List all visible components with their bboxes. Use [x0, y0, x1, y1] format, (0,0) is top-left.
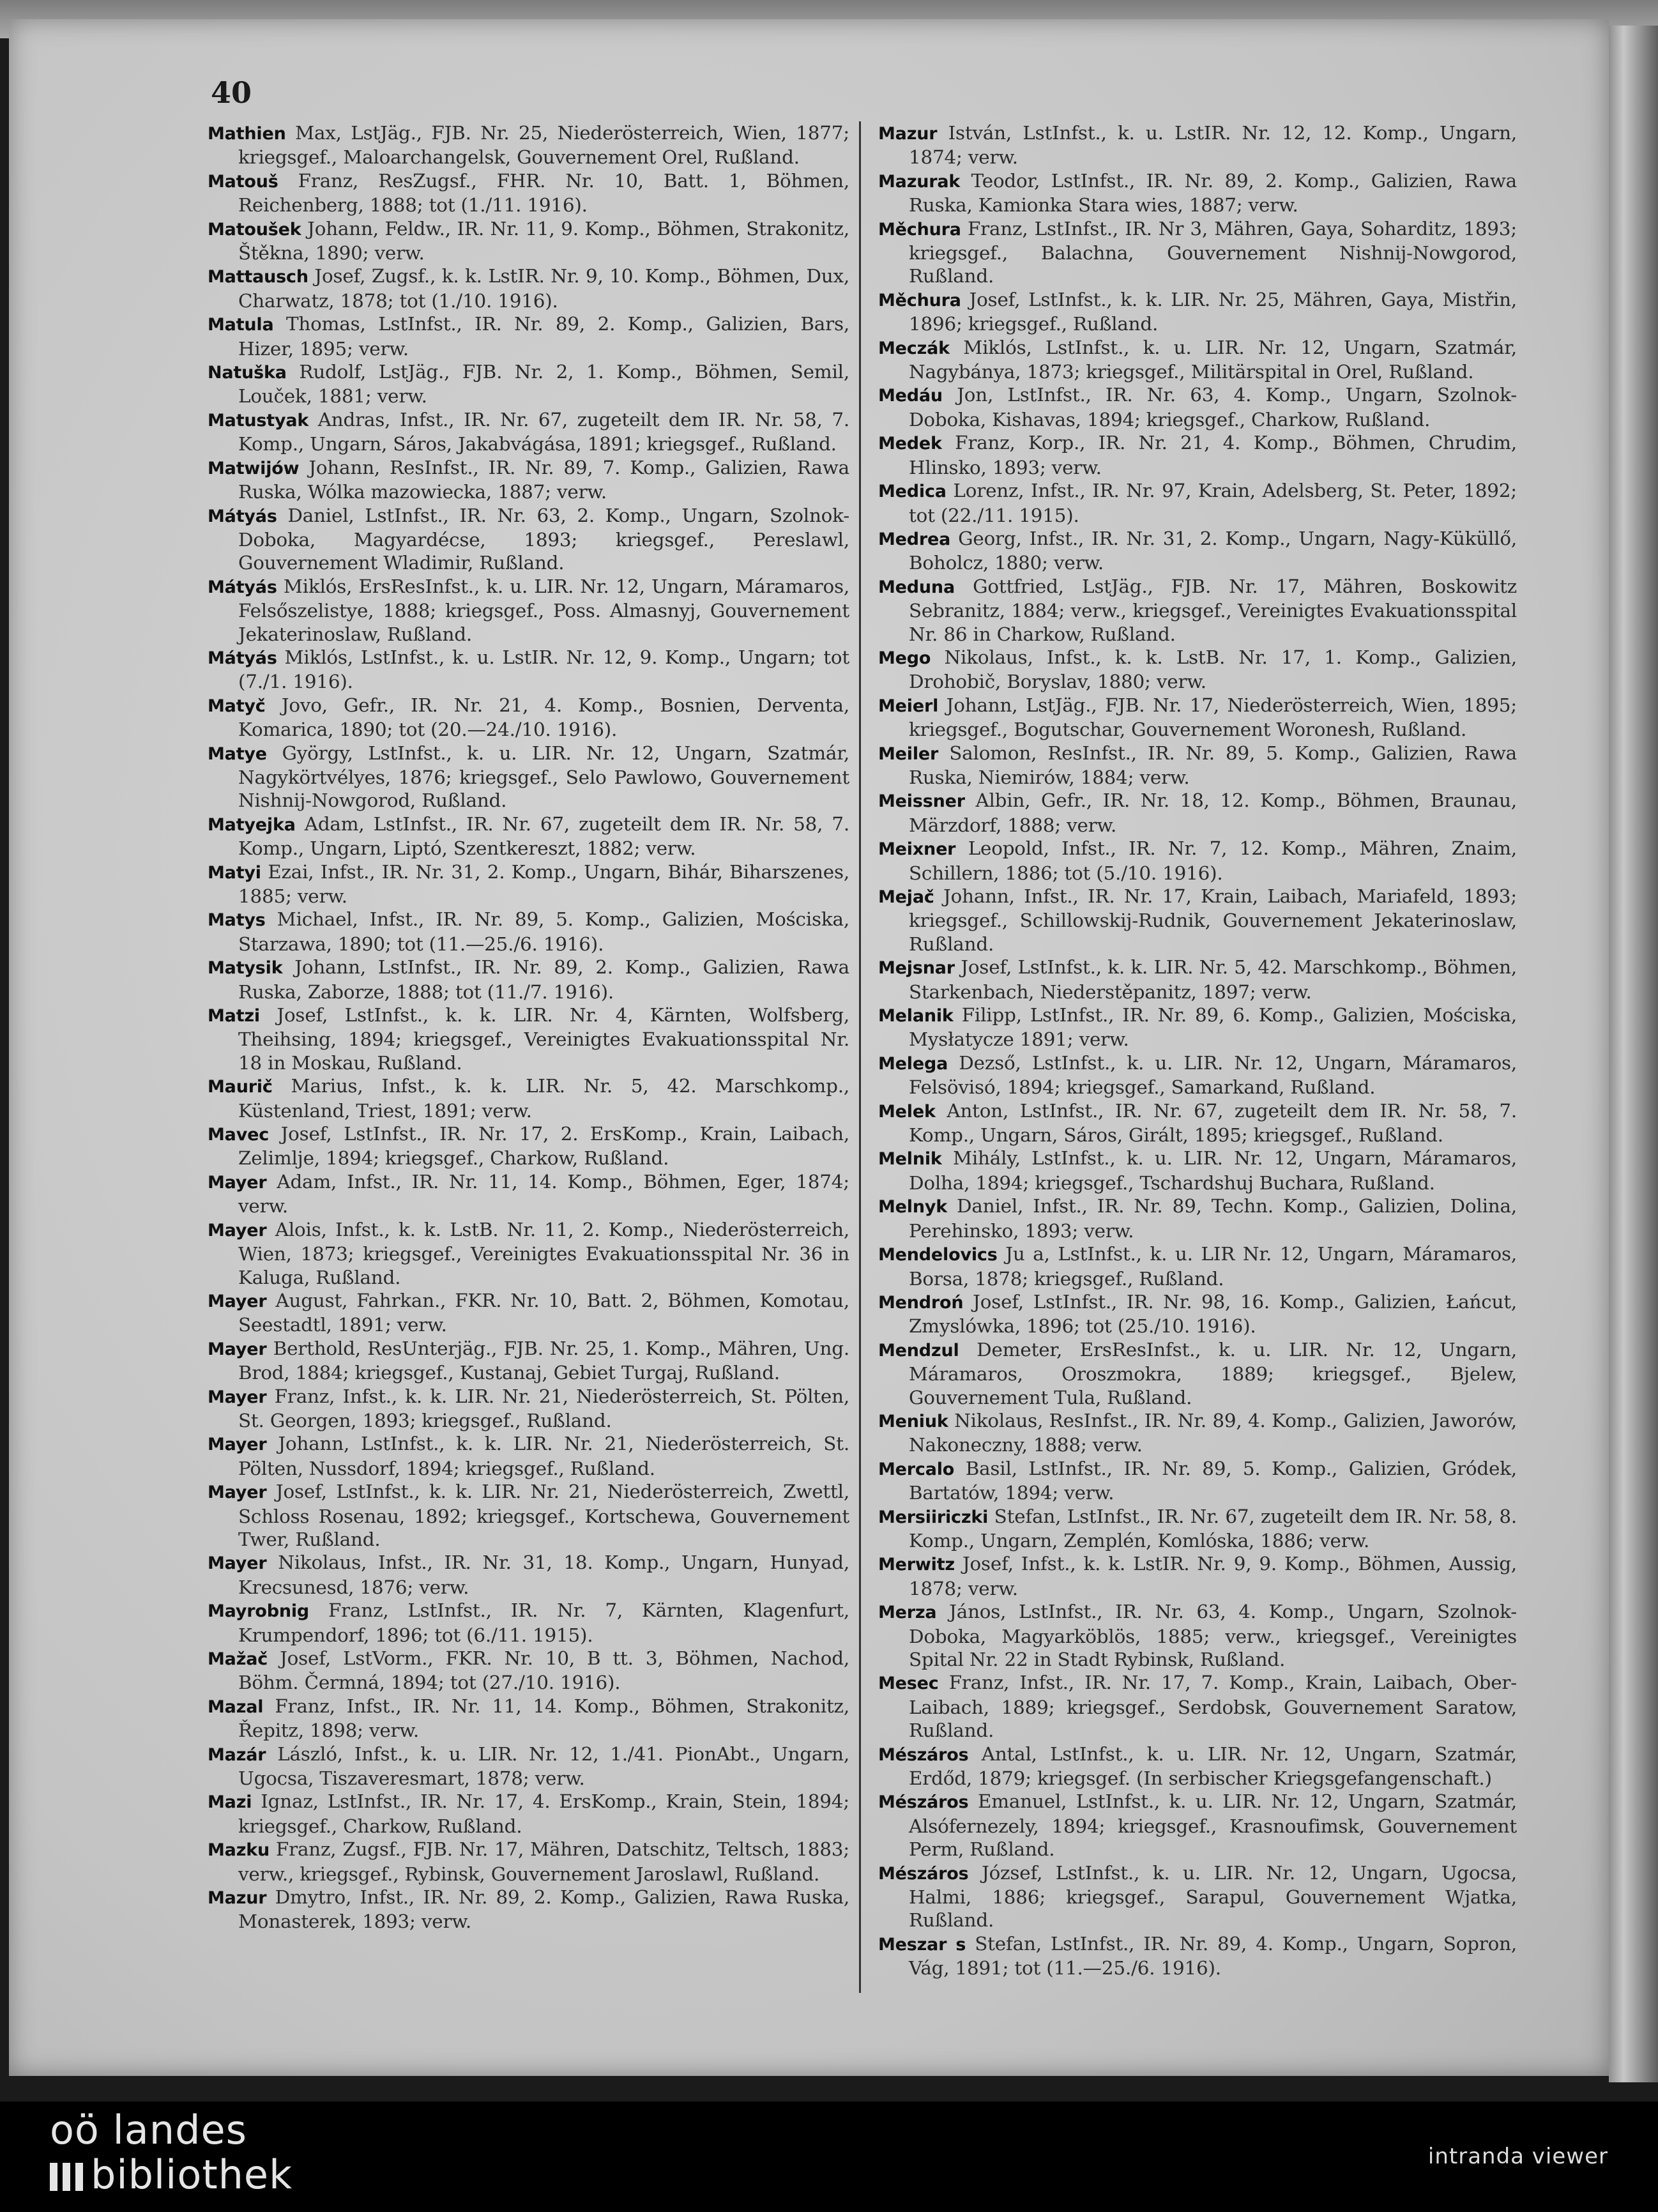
entry-details: Miklós, ErsResInfst., k. u. LIR. Nr. 12, Ungarn, Máramaros, Felsőszelistye, 1888; kriegsgef., Poss. Almasnyj, Gouvernement Jekaterinoslaw, Rußland. — [238, 575, 849, 645]
entry-surname: Mayer — [208, 1220, 267, 1240]
entry-details: Franz, Infst., IR. Nr. 17, 7. Komp., Krain, Laibach, Ober-Laibach, 1889; kriegsgef., Serdobsk, Gouvernement Saratow, Rußland. — [909, 1672, 1517, 1742]
entry-surname: Meduna — [878, 577, 955, 597]
entry-surname: Matzi — [208, 1006, 260, 1026]
entry-surname: Mejsnar — [878, 958, 955, 979]
entry-details: Basil, LstInfst., IR. Nr. 89, 5. Komp., Galizien, Gródek, Bartatów, 1894; verw. — [909, 1457, 1517, 1504]
entry-details: Marius, Infst., k. k. LIR. Nr. 5, 42. Marschkomp., Küstenland, Triest, 1891; verw. — [238, 1075, 849, 1122]
page-number: 40 — [211, 75, 252, 110]
entry-details: Johann, Feldw., IR. Nr. 11, 9. Komp., Böhmen, Strakonitz, Štěkna, 1890; verw. — [238, 217, 849, 264]
entry-surname: Meissner — [878, 791, 965, 812]
entry-details: Emanuel, LstInfst., k. u. LIR. Nr. 12, Ungarn, Szatmár, Alsófernezely, 1894; kriegsgef., Krasnoufimsk, Gouvernement Perm, Rußland. — [909, 1790, 1517, 1861]
entry-surname: Melnik — [878, 1149, 942, 1170]
entry-surname: Medica — [878, 482, 947, 502]
entry-surname: Meierl — [878, 696, 939, 716]
entry-details: Johann, LstInfst., k. k. LIR. Nr. 21, Niederösterreich, St. Pölten, Nussdorf, 1894; kriegsgef., Rußland. — [238, 1433, 849, 1479]
register-entry — [878, 1790, 1517, 1861]
entry-surname: Mavec — [208, 1125, 270, 1145]
entry-details: Franz, Korp., IR. Nr. 21, 4. Komp., Böhmen, Chrudim, Hlinsko, 1893; verw. — [909, 432, 1517, 478]
register-entry — [878, 527, 1517, 575]
library-logo[interactable] — [50, 2108, 293, 2197]
entry-details: Ignaz, LstInfst., IR. Nr. 17, 4. ErsKomp., Krain, Stein, 1894; kriegsgef., Charkow, Rußland. — [238, 1790, 849, 1837]
register-entry — [878, 1338, 1517, 1409]
entry-surname: Natuška — [208, 363, 287, 383]
entry-details: Antal, LstInfst., k. u. LIR. Nr. 12, Ungarn, Szatmár, Erdőd, 1879; kriegsgef. (In serbischer Kriegsgefangenschaft.) — [909, 1743, 1517, 1790]
register-entry — [208, 1599, 849, 1647]
register-entry — [878, 742, 1517, 789]
entry-details: Nikolaus, Infst., k. k. LstB. Nr. 17, 1. Komp., Galizien, Drohobič, Boryslav, 1880; verw. — [909, 646, 1517, 693]
register-entry — [208, 956, 849, 1003]
entry-surname: Mesec — [878, 1674, 939, 1694]
register-entry — [208, 1003, 849, 1074]
entry-details: Franz, Zugsf., FJB. Nr. 17, Mähren, Datschitz, Teltsch, 1883; verw., kriegsgef., Rybinsk, Gouvernement Jaroslawl, Rußland. — [238, 1838, 849, 1885]
register-entry — [878, 1099, 1517, 1147]
entry-details: Adam, LstInfst., IR. Nr. 67, zugeteilt dem IR. Nr. 58, 7. Komp., Ungarn, Liptó, Szentkereszt, 1882; verw. — [238, 812, 849, 860]
entry-surname: Mazurak — [878, 171, 961, 192]
entry-surname: Mayer — [208, 1483, 267, 1503]
entry-surname: Mazur — [208, 1888, 267, 1909]
entry-details: Franz, ResZugsf., FHR. Nr. 10, Batt. 1, Böhmen, Reichenberg, 1888; tot (1./11. 1916). — [238, 169, 849, 217]
entry-details: Adam, Infst., IR. Nr. 11, 14. Komp., Böhmen, Eger, 1874; verw. — [238, 1170, 849, 1217]
entry-details: Thomas, LstInfst., IR. Nr. 89, 2. Komp., Galizien, Bars, Hizer, 1895; verw. — [238, 313, 849, 360]
entry-surname: Mazi — [208, 1792, 252, 1813]
logo-line-2: bibliothek — [91, 2151, 293, 2198]
entry-details: Franz, Infst., k. k. LIR. Nr. 21, Niederösterreich, St. Pölten, St. Georgen, 1893; kriegsgef., Rußland. — [238, 1385, 849, 1431]
register-entry — [208, 1551, 849, 1599]
entry-details: Andras, Infst., IR. Nr. 67, zugeteilt dem IR. Nr. 58, 7. Komp., Ungarn, Sáros, Jakabvágása, 1891; kriegsgef., Rußland. — [238, 408, 849, 455]
entry-details: Stefan, LstInfst., IR. Nr. 89, 4. Komp., Ungarn, Sopron, Vág, 1891; tot (11.—25./6. 1916). — [909, 1932, 1517, 1979]
register-entry — [208, 812, 849, 860]
entry-surname: Matula — [208, 315, 274, 335]
entry-details: Georg, Infst., IR. Nr. 31, 2. Komp., Ungarn, Nagy-Küküllő, Boholcz, 1880; verw. — [909, 527, 1517, 574]
register-entry — [208, 312, 849, 360]
entry-surname: Medáu — [878, 386, 943, 406]
register-entry — [878, 1003, 1517, 1051]
entry-surname: Mayer — [208, 1387, 267, 1407]
entry-surname: Matyč — [208, 696, 266, 716]
entry-surname: Meiler — [878, 744, 939, 764]
entry-details: Miklós, LstInfst., k. u. LstIR. Nr. 12, 9. Komp., Ungarn; tot (7./1. 1916). — [238, 646, 849, 693]
register-entry — [208, 1695, 849, 1743]
entry-details: Gottfried, LstJäg., FJB. Nr. 17, Mähren, Boskowitz Sebranitz, 1884; verw., kriegsgef., Vereinigtes Evakuationsspital Nr. 86 in Charkow, Rußland. — [909, 575, 1517, 645]
entry-surname: Mersiiriczki — [878, 1507, 989, 1527]
register-entry — [208, 1743, 849, 1790]
register-entry — [878, 217, 1517, 288]
entry-details: Johann, ResInfst., IR. Nr. 89, 7. Komp., Galizien, Rawa Ruska, Wólka mazowiecka, 1887; verw. — [238, 456, 849, 503]
entry-details: Ju a, LstInfst., k. u. LIR Nr. 12, Ungarn, Máramaros, Borsa, 1878; kriegsgef., Rußland. — [909, 1243, 1517, 1290]
register-entry — [878, 121, 1517, 169]
register-entry — [878, 169, 1517, 217]
entry-surname: Matwijów — [208, 458, 300, 478]
logo-bars-icon — [50, 2163, 83, 2191]
register-entry — [208, 1122, 849, 1170]
register-entry — [208, 646, 849, 694]
register-entry — [878, 1242, 1517, 1290]
register-entry — [878, 1409, 1517, 1457]
entry-surname: Mátyás — [208, 577, 277, 597]
entry-details: Mihály, LstInfst., k. u. LIR. Nr. 12, Ungarn, Máramaros, Dolha, 1894; kriegsgef., Tschardshuj Buchara, Rußland. — [909, 1147, 1517, 1194]
entry-details: Berthold, ResUnterjäg., FJB. Nr. 25, 1. Komp., Mähren, Ung. Brod, 1884; kriegsgef., Kustanaj, Gebiet Turgaj, Rußland. — [238, 1337, 849, 1384]
entry-details: Dezső, LstInfst., k. u. LIR. Nr. 12, Ungarn, Máramaros, Felsövisó, 1894; kriegsgef., Samarkand, Rußland. — [909, 1051, 1517, 1099]
entry-surname: Matyejka — [208, 814, 296, 835]
entry-surname: Mercalo — [878, 1459, 955, 1479]
entry-surname: Mátyás — [208, 506, 277, 526]
entry-details: József, LstInfst., k. u. LIR. Nr. 12, Ungarn, Ugocsa, Halmi, 1886; kriegsgef., Sarapul, Gouvernement Wjatka, Rußland. — [909, 1861, 1517, 1932]
register-entry — [208, 1074, 849, 1122]
register-entry — [878, 1552, 1517, 1600]
entry-details: Leopold, Infst., IR. Nr. 7, 12. Komp., Mähren, Znaim, Schillern, 1886; tot (5./10. 1916). — [909, 837, 1517, 884]
register-entry — [208, 169, 849, 217]
entry-surname: Meczák — [878, 338, 950, 358]
entry-surname: Mazal — [208, 1697, 264, 1717]
register-entry — [878, 1457, 1517, 1505]
entry-surname: Mendroń — [878, 1292, 964, 1313]
register-entry — [878, 1932, 1517, 1980]
entry-surname: Mazku — [208, 1840, 270, 1861]
register-entry — [878, 1147, 1517, 1194]
column-divider — [859, 121, 861, 1993]
register-entry — [878, 837, 1517, 885]
entry-surname: Mayer — [208, 1435, 267, 1455]
entry-surname: Matouš — [208, 171, 278, 192]
entry-details: Josef, LstInfst., k. k. LIR. Nr. 4, Kärnten, Wolfsberg, Theihsing, 1894; kriegsgef., Vereinigtes Evakuationsspital Nr. 18 in Moskau, Rußland. — [238, 1004, 849, 1074]
entry-details: Anton, LstInfst., IR. Nr. 67, zugeteilt dem IR. Nr. 58, 7. Komp., Ungarn, Sáros, Girált, 1895; kriegsgef., Rußland. — [909, 1099, 1517, 1147]
entry-surname: Matoušek — [208, 219, 301, 240]
entry-surname: Matysik — [208, 958, 283, 979]
register-entry — [878, 1051, 1517, 1099]
entry-surname: Meixner — [878, 839, 956, 860]
entry-surname: Melanik — [878, 1006, 954, 1026]
register-entry — [208, 1289, 849, 1337]
register-entry — [878, 1743, 1517, 1790]
entry-surname: Mazár — [208, 1744, 266, 1765]
entry-details: Johann, LstJäg., FJB. Nr. 17, Niederösterreich, Wien, 1895; kriegsgef., Bogutschar, Gouvernement Woronesh, Rußland. — [909, 694, 1517, 741]
register-entry — [878, 383, 1517, 431]
entry-surname: Meniuk — [878, 1411, 948, 1431]
entry-surname: Mayer — [208, 1291, 267, 1311]
entry-surname: Matyi — [208, 862, 261, 883]
register-entry — [208, 908, 849, 956]
register-entry — [208, 360, 849, 408]
entry-details: Albin, Gefr., IR. Nr. 18, 12. Komp., Böhmen, Braunau, Märzdorf, 1888; verw. — [909, 789, 1517, 836]
entry-surname: Matye — [208, 744, 267, 764]
register-entry — [208, 1170, 849, 1218]
entry-surname: Mazur — [878, 124, 938, 144]
entry-surname: Mayer — [208, 1172, 267, 1193]
register-entry — [208, 575, 849, 646]
register-entry — [878, 956, 1517, 1003]
entry-details: Josef, Zugsf., k. k. LstIR. Nr. 9, 10. Komp., Böhmen, Dux, Charwatz, 1878; tot (1./10. 1916). — [238, 265, 849, 312]
entry-surname: Merza — [878, 1603, 937, 1623]
register-entry — [208, 860, 849, 908]
register-entry — [208, 504, 849, 575]
entry-surname: Mejač — [878, 887, 934, 907]
register-entry — [878, 479, 1517, 527]
entry-details: László, Infst., k. u. LIR. Nr. 12, 1./41. PionAbt., Ungarn, Ugocsa, Tiszaveresmart, 1878; verw. — [238, 1743, 849, 1790]
register-entry — [208, 1647, 849, 1695]
entry-surname: Medek — [878, 434, 942, 454]
entry-surname: Medrea — [878, 529, 951, 549]
entry-details: Miklós, LstInfst., k. u. LIR. Nr. 12, Ungarn, Szatmár, Nagybánya, 1873; kriegsgef., Militärspital in Orel, Rußland. — [909, 336, 1517, 383]
register-entry — [208, 1337, 849, 1385]
register-entry — [878, 646, 1517, 694]
entry-details: Johann, Infst., IR. Nr. 17, Krain, Laibach, Mariafeld, 1893; kriegsgef., Schillowskij-Rudnik, Gouvernement Jekaterinoslaw, Rußland. — [909, 885, 1517, 955]
entry-details: Salomon, ResInfst., IR. Nr. 89, 5. Komp., Galizien, Rawa Ruska, Niemirów, 1884; verw. — [909, 742, 1517, 788]
entry-surname: Mátyás — [208, 648, 277, 668]
register-entry — [208, 1790, 849, 1838]
entry-details: Stefan, LstInfst., IR. Nr. 67, zugeteilt dem IR. Nr. 58, 8. Komp., Ungarn, Zemplén, Komlóska, 1886; verw. — [909, 1505, 1517, 1552]
entry-details: Nikolaus, Infst., IR. Nr. 31, 18. Komp., Ungarn, Hunyad, Krecsunesd, 1876; verw. — [238, 1552, 849, 1598]
entry-surname: Mészáros — [878, 1744, 969, 1765]
entry-surname: Mendzul — [878, 1340, 959, 1361]
entry-surname: Mego — [878, 648, 931, 668]
register-entry — [878, 1194, 1517, 1242]
entry-details: Josef, LstInfst., IR. Nr. 17, 2. ErsKomp., Krain, Laibach, Zelimlje, 1894; kriegsgef., Charkow, Rußland. — [238, 1123, 849, 1170]
entry-details: Josef, Infst., k. k. LstIR. Nr. 9, 9. Komp., Böhmen, Aussig, 1878; verw. — [909, 1553, 1517, 1599]
entry-details: Rudolf, LstJäg., FJB. Nr. 2, 1. Komp., Böhmen, Semil, Louček, 1881; verw. — [238, 361, 849, 408]
entry-surname: Mažač — [208, 1649, 268, 1669]
register-entry — [878, 885, 1517, 956]
entry-details: György, LstInfst., k. u. LIR. Nr. 12, Ungarn, Szatmár, Nagykörtvélyes, 1876; kriegsgef., Selo Pawlowo, Gouvernement Nishnij-Nowgorod, Rußland. — [238, 742, 849, 812]
entry-details: Jon, LstInfst., IR. Nr. 63, 4. Komp., Ungarn, Szolnok-Doboka, Kishavas, 1894; kriegsgef., Charkow, Rußland. — [909, 384, 1517, 431]
entry-details: Alois, Infst., k. k. LstB. Nr. 11, 2. Komp., Niederösterreich, Wien, 1873; kriegsgef., Vereinigtes Evakuationsspital Nr. 36 in Kaluga, Rußland. — [238, 1218, 849, 1288]
entry-surname: Melek — [878, 1101, 936, 1122]
entry-details: Teodor, LstInfst., IR. Nr. 89, 2. Komp., Galizien, Rawa Ruska, Kamionka Stara wies, 1887; verw. — [909, 169, 1517, 217]
register-entry — [208, 456, 849, 504]
entry-details: Lorenz, Infst., IR. Nr. 97, Krain, Adelsberg, St. Peter, 1892; tot (22./11. 1915). — [909, 480, 1517, 526]
register-entry — [878, 1861, 1517, 1932]
entry-surname: Mayer — [208, 1339, 267, 1359]
entry-surname: Merwitz — [878, 1555, 955, 1575]
entry-surname: Melega — [878, 1053, 948, 1074]
entry-surname: Měchura — [878, 290, 961, 310]
entry-details: István, LstInfst., k. u. LstIR. Nr. 12, 12. Komp., Ungarn, 1874; verw. — [909, 122, 1517, 169]
entry-details: Max, LstJäg., FJB. Nr. 25, Niederösterreich, Wien, 1877; kriegsgef., Maloarchangelsk, Gouvernement Orel, Rußland. — [238, 122, 849, 169]
page-edge — [1609, 26, 1658, 2082]
entry-details: Josef, LstVorm., FKR. Nr. 10, B tt. 3, Böhmen, Nachod, Böhm. Čermná, 1894; tot (27./10. 1916). — [238, 1647, 849, 1694]
entry-details: Daniel, Infst., IR. Nr. 89, Techn. Komp., Galizien, Dolina, Perehinsko, 1893; verw. — [909, 1195, 1517, 1242]
entry-surname: Měchura — [878, 219, 961, 240]
register-entry — [208, 1385, 849, 1433]
entry-surname: Mészáros — [878, 1863, 969, 1884]
entry-surname: Mathien — [208, 124, 286, 144]
register-entry — [208, 694, 849, 742]
entry-details: Dmytro, Infst., IR. Nr. 89, 2. Komp., Galizien, Rawa Ruska, Monasterek, 1893; verw. — [238, 1886, 849, 1933]
entry-details: Josef, LstInfst., k. k. LIR. Nr. 25, Mähren, Gaya, Mistřin, 1896; kriegsgef., Rußland. — [909, 288, 1517, 335]
register-entry — [208, 121, 849, 169]
register-entry — [208, 1432, 849, 1480]
entry-surname: Melnyk — [878, 1197, 948, 1217]
register-entry — [878, 288, 1517, 336]
register-entry — [878, 694, 1517, 742]
entry-surname: Mayrobnig — [208, 1601, 310, 1622]
register-entry — [878, 789, 1517, 837]
entry-surname: Mayer — [208, 1553, 267, 1574]
entry-surname: Mendelovics — [878, 1245, 998, 1265]
right-column — [878, 121, 1517, 1980]
register-entry — [208, 408, 849, 456]
register-entry — [878, 431, 1517, 479]
entry-details: Franz, Infst., IR. Nr. 11, 14. Komp., Böhmen, Strakonitz, Řepitz, 1898; verw. — [238, 1695, 849, 1742]
entry-surname: Mattausch — [208, 267, 308, 287]
entry-details: Josef, LstInfst., k. k. LIR. Nr. 21, Niederösterreich, Zwettl, Schloss Rosenau, 1892; kriegsgef., Kortschewa, Gouvernement Twer, Rußland. — [238, 1481, 849, 1550]
entry-details: Josef, LstInfst., IR. Nr. 98, 16. Komp., Galizien, Łańcut, Zmyslówka, 1896; tot (25./10. 1916). — [909, 1290, 1517, 1338]
entry-details: Demeter, ErsResInfst., k. u. LIR. Nr. 12, Ungarn, Máramaros, Oroszmokra, 1889; kriegsgef., Bjelew, Gouvernement Tula, Rußland. — [909, 1338, 1517, 1408]
entry-details: Franz, LstInfst., IR. Nr. 7, Kärnten, Klagenfurt, Krumpendorf, 1896; tot (6./11. 1915). — [238, 1599, 849, 1646]
entry-surname: Matys — [208, 910, 266, 931]
viewer-brand[interactable]: intranda viewer — [1427, 2144, 1608, 2169]
register-entry — [208, 264, 849, 312]
register-entry — [208, 1886, 849, 1934]
entry-details: Josef, LstInfst., k. k. LIR. Nr. 5, 42. Marschkomp., Böhmen, Starkenbach, Niederstěpanitz, 1897; verw. — [909, 956, 1517, 1003]
entry-surname: Meszar s — [878, 1934, 966, 1955]
entry-details: Ezai, Infst., IR. Nr. 31, 2. Komp., Ungarn, Bihár, Biharszenes, 1885; verw. — [238, 860, 849, 907]
register-entry — [208, 1480, 849, 1551]
register-entry — [878, 575, 1517, 646]
register-entry — [208, 1838, 849, 1886]
entry-details: Michael, Infst., IR. Nr. 89, 5. Komp., Galizien, Mościska, Starzawa, 1890; tot (11.—25./6. 1916). — [238, 908, 849, 955]
entry-surname: Mészáros — [878, 1792, 969, 1813]
logo-line-1: oö landes — [50, 2107, 247, 2153]
register-entry — [878, 1290, 1517, 1338]
register-entry — [208, 742, 849, 812]
entry-details: Daniel, LstInfst., IR. Nr. 63, 2. Komp., Ungarn, Szolnok-Doboka, Magyardécse, 1893; kriegsgef., Pereslawl, Gouvernement Wladimir, Rußland. — [238, 504, 849, 574]
entry-details: Jovo, Gefr., IR. Nr. 21, 4. Komp., Bosnien, Derventa, Komarica, 1890; tot (20.—24./10. 1916). — [238, 694, 849, 741]
entry-details: Nikolaus, ResInfst., IR. Nr. 89, 4. Komp., Galizien, Jaworów, Nakoneczny, 1888; verw. — [909, 1409, 1517, 1456]
register-entry — [878, 1600, 1517, 1671]
register-entry — [208, 217, 849, 265]
entry-details: Franz, LstInfst., IR. Nr 3, Mähren, Gaya, Soharditz, 1893; kriegsgef., Balachna, Gouvernement Nishnij-Nowgorod, Rußland. — [909, 217, 1517, 287]
register-entry — [208, 1218, 849, 1289]
register-entry — [878, 1671, 1517, 1742]
entry-details: Johann, LstInfst., IR. Nr. 89, 2. Komp., Galizien, Rawa Ruska, Zaborze, 1888; tot (11./7. 1916). — [238, 956, 849, 1003]
left-column — [208, 121, 849, 1934]
entry-surname: Matustyak — [208, 410, 309, 431]
entry-surname: Maurič — [208, 1077, 273, 1097]
entry-details: Filipp, LstInfst., IR. Nr. 89, 6. Komp., Galizien, Mościska, Mysłatycze 1891; verw. — [909, 1004, 1517, 1051]
register-entry — [878, 336, 1517, 384]
entry-details: August, Fahrkan., FKR. Nr. 10, Batt. 2, Böhmen, Komotau, Seestadtl, 1891; verw. — [238, 1289, 849, 1336]
entry-details: János, LstInfst., IR. Nr. 63, 4. Komp., Ungarn, Szolnok-Doboka, Magyarköblös, 1885; verw., kriegsgef., Vereinigtes Spital Nr. 22 in Stadt Rybinsk, Rußland. — [909, 1601, 1517, 1670]
register-entry — [878, 1505, 1517, 1553]
